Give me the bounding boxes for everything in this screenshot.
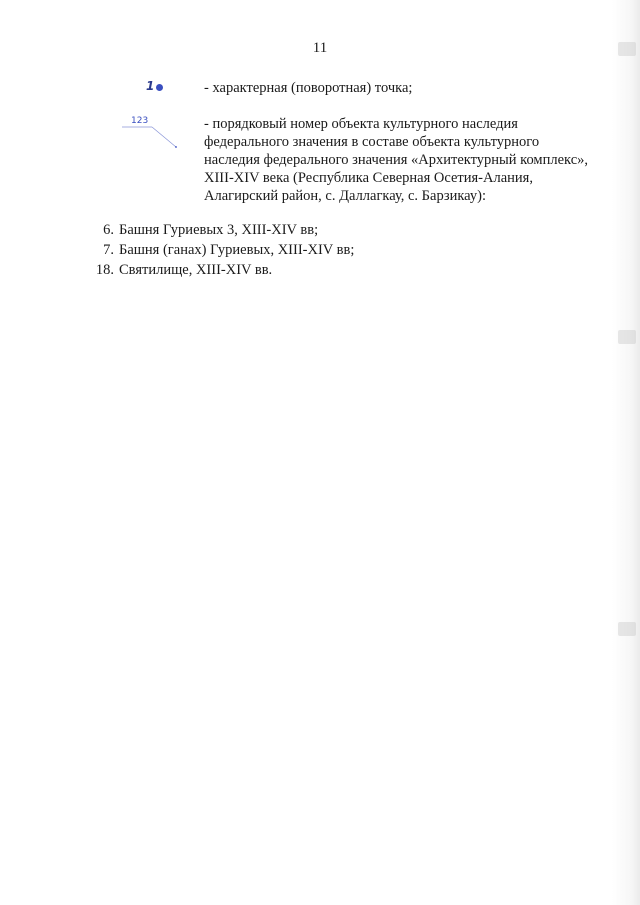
scan-artifact — [618, 330, 636, 344]
list-item — [88, 240, 354, 260]
list-item-number: 7. — [103, 242, 114, 258]
turning-point-description: - характерная (поворотная) точка; — [204, 80, 413, 96]
scan-edge-shadow — [612, 0, 640, 905]
turning-point-symbol — [146, 76, 163, 96]
object-number-description: - порядковый номер объекта культурного наследия федерального значения в составе объекта культурного наследия федерального значения «Архитектурный комплекс», XIII-XIV века (Республика Северная Осетия-Алания, Алагирский район, с. Даллагкау, с. Барзикау): — [204, 116, 589, 204]
scan-artifact — [618, 622, 636, 636]
heritage-object-list — [88, 220, 354, 280]
leader-line-icon — [120, 114, 182, 154]
list-item-name: Святилище, XIII-XIV вв. — [119, 262, 273, 278]
dot-icon — [156, 84, 163, 91]
list-item-name: Башня Гуриевых 3, XIII-XIV вв; — [119, 222, 319, 238]
list-item — [88, 220, 354, 240]
list-item-number: 6. — [103, 222, 114, 238]
list-item-number: 18. — [95, 262, 114, 278]
object-number-symbol — [120, 114, 182, 154]
list-item-name: Башня (ганах) Гуриевых, XIII-XIV вв; — [119, 242, 355, 258]
page-number: 11 — [312, 40, 328, 56]
point-number-label: 1 — [146, 79, 155, 93]
object-number-label: 123 — [131, 116, 149, 126]
list-item — [88, 260, 354, 280]
